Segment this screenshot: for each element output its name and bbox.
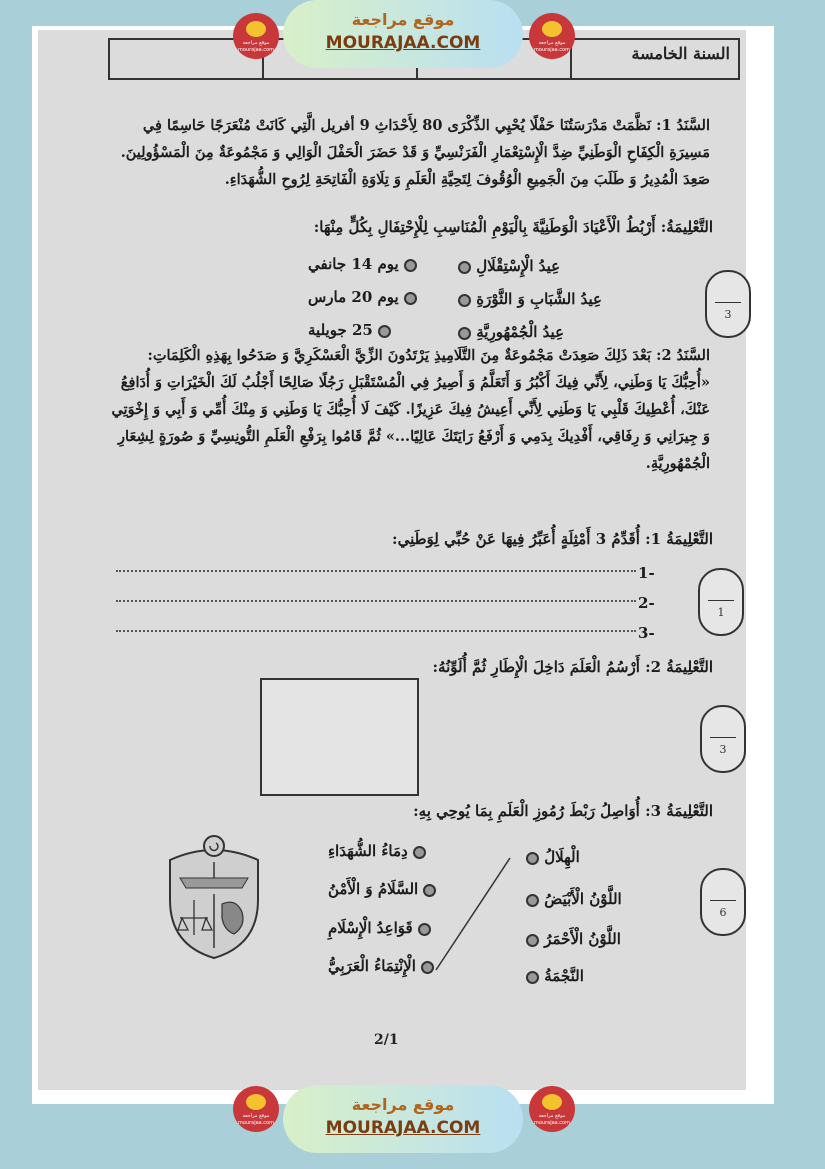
answer-number: -3 [638,624,655,642]
meaning-3: قَوَاعِدُ الْإِسْلَامِ [328,919,431,937]
date-2: يوم 20 مارس [308,288,417,306]
site-banner-bottom[interactable] [283,1085,523,1153]
page-number: 2/1 [374,1032,399,1048]
task-2-1-instruction: التَّعْلِيمَةُ 1: أُقَدِّمُ 3 أَمْثِلَةٍ أُعَبِّرُ فِيهَا عَنْ حُبِّي لِوَطَنِي: [392,530,713,548]
site-domain[interactable]: MOURAJAA.COM [325,1118,481,1138]
example-link-line [38,30,746,1090]
answer-number: -1 [638,564,655,582]
scanned-worksheet [38,30,746,1090]
meaning-4: الْإِنْتِمَاءُ الْعَرَبِيُّ [328,957,434,975]
symbol-1: الْهِلَالُ [526,848,580,866]
symbol-2: اللَّوْنُ الْأَبْيَضُ [526,890,622,908]
holiday-3: عِيدُ الْجُمْهُورِيَّةِ [458,323,564,341]
tunisia-coat-of-arms [158,830,270,960]
site-name: موقع مراجعة [351,1095,455,1114]
score-badge: 3 [705,270,751,338]
holiday-1: عِيدُ الْإِسْتِقْلَالِ [458,257,560,275]
site-logo-icon: موقع مراجعة mourajaa.com [529,1086,575,1132]
class-year: السنة الخامسة [570,40,738,78]
answer-number: -2 [638,594,655,612]
task-2-3-instruction: التَّعْلِيمَةُ 3: أُوَاصِلُ رَبْطَ رُمُوزِ الْعَلَمِ بِمَا يُوحِي بِهِ: [413,802,713,820]
symbol-3: اللَّوْنُ الْأَحْمَرُ [526,930,621,948]
score-badge: 3 [700,705,746,773]
site-domain[interactable]: MOURAJAA.COM [325,33,481,53]
symbol-4: النَّجْمَةُ [526,967,584,985]
site-banner-top[interactable] [283,0,523,68]
score-badge: 1 [698,568,744,636]
site-name: موقع مراجعة [351,10,455,29]
meaning-2: السَّلَامُ وَ الْأَمْنُ [328,880,436,898]
document-2-text: السَّنَدُ 2: بَعْدَ ذَلِكَ صَعِدَتْ مَجْمُوعَةٌ مِنَ التَّلَامِيذِ يَرْتَدُونَ الزِّيَّ الْعَسْكَرِيَّ وَ صَدَحُوا بِهَذِهِ الْكَلِمَاتِ: «أُحِبُّكَ يَا وَطَنِي، لِأَنِّي فِيكَ أَكْبُرُ وَ أَتَعَلَّمُ وَ أَصِيرُ فِي الْمُسْتَقْبَلِ رَجُلًا صَالِحًا أَجْلُبُ لَكَ الْخَيْرَاتِ وَ أُدَافِعُ عَنْكَ، أُعْطِيكَ قَلْبِي يَا وَطَنِي لِأَنِّي أَعِيشُ فِيكَ عَزِيزًا. كَيْفَ لَا أُحِبُّكَ يَا وَطَنِي وَ مِنْكَ أُمِّي وَ أَبِي وَ إِخْوَتِي وَ جِيرَانِي وَ رِفَاقِي، أَفْدِيكَ بِدَمِي وَ أَرْفَعُ رَايَتَكَ عَالِيًا...» ثُمَّ قَامُوا بِرَفْعِ الْعَلَمِ التُّونِسِيِّ وَ صُورَةٍ لِشِعَارِ الْجُمْهُورِيَّةِ. [111,347,710,472]
date-3: 25 جويلية [308,321,391,339]
task-1-instruction: التَّعْلِيمَةُ: أَرْبُطُ الْأَعْيَادَ الْوَطَنِيَّةَ بِالْيَوْمِ الْمُنَاسِبِ لِلْإِحْتِفَالِ بِكُلٍّ مِنْهَا: [313,218,713,236]
site-logo-icon: موقع مراجعة mourajaa.com [529,13,575,59]
site-logo-icon: موقع مراجعة mourajaa.com [233,13,279,59]
meaning-1: دِمَاءُ الشُّهَدَاءِ [328,842,426,860]
task-2-2-instruction: التَّعْلِيمَةُ 2: أَرْسُمُ الْعَلَمَ دَاخِلَ الْإِطَارِ ثُمَّ أُلَوِّنُهُ: [432,658,713,676]
date-1: يوم 14 جانفي [308,255,417,273]
holiday-2: عِيدُ الشَّبَابِ وَ الثَّوْرَةِ [458,290,602,308]
score-badge: 6 [700,868,746,936]
document-1-text: السَّنَدُ 1: نَظَّمَتْ مَدْرَسَتُنَا حَفْلًا يُحْيِي الذِّكْرَى 80 لِأَحْدَاثِ 9 أفريل الَّتِي كَانَتْ مُنْعَرَجًا حَاسِمًا فِي مَسِيرَةِ الْكِفَاحِ الْوَطَنِيِّ ضِدَّ الْإِسْتِعْمَارِ الْفَرَنْسِيِّ وَ قَدْ حَضَرَ الْحَفْلَ الْوَالِي وَ مَجْمُوعَةٌ مِنَ الْمَسْؤُولِينَ. صَعِدَ الْمُدِيرُ وَ طَلَبَ مِنَ الْجَمِيعِ الْوُقُوفَ لِتَحِيَّةِ الْعَلَمِ وَ تِلَاوَةِ الْفَاتِحَةِ لِرُوحِ الشُّهَدَاءِ. [120,117,710,188]
site-logo-icon: موقع مراجعة mourajaa.com [233,1086,279,1132]
